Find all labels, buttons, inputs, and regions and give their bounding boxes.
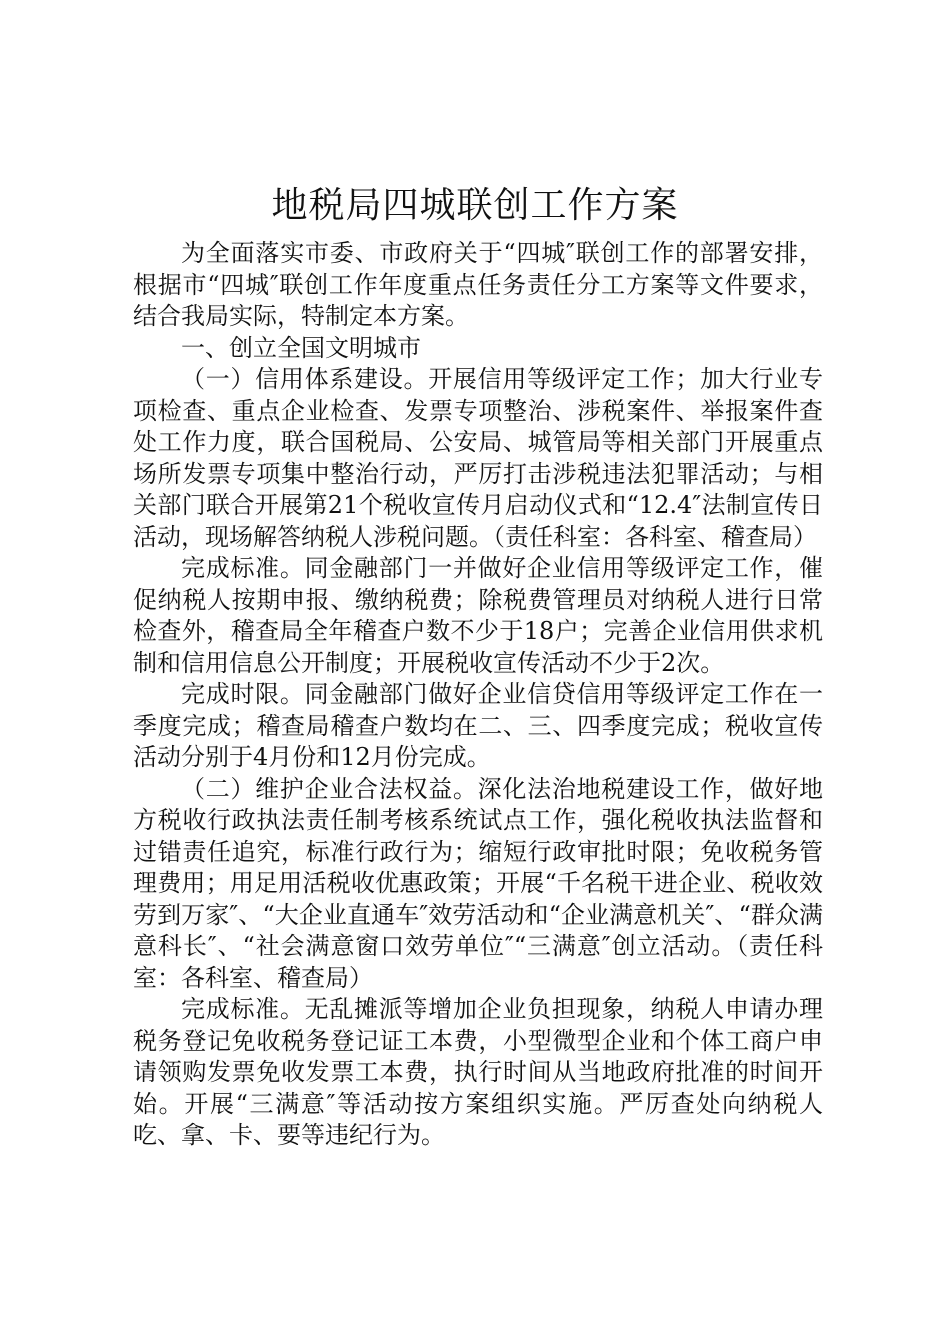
body-paragraph: 完成标准。同金融部门一并做好企业信用等级评定工作，催促纳税人按期申报、缴纳税费；除税费管理员对纳税人进行日常检查外，稽查局全年稽查户数不少于18户；完善企业信用供求机制和信用信息公开制度；开展税收宣传活动不少于2次。 (133, 554, 823, 677)
document-body (133, 238, 823, 1152)
body-paragraph: （一）信用体系建设。开展信用等级评定工作；加大行业专项检查、重点企业检查、发票专项整治、涉税案件、举报案件查处工作力度，联合国税局、公安局、城管局等相关部门开展重点场所发票专项集中整治行动，严厉打击涉税违法犯罪活动；与相关部门联合开展第21个税收宣传月启动仪式和“12.4″法制宣传日活动，现场解答纳税人涉税问题。（责任科室：各科室、稽查局） (133, 365, 823, 551)
document-title: 地税局四城联创工作方案 (271, 185, 679, 226)
body-paragraph: 完成时限。同金融部门做好企业信贷信用等级评定工作在一季度完成；稽查局稽查户数均在二、三、四季度完成；税收宣传活动分别于4月份和12月份完成。 (133, 680, 823, 771)
section-heading: 一、创立全国文明城市 (181, 333, 421, 362)
body-paragraph: 完成标准。无乱摊派等增加企业负担现象，纳税人申请办理税务登记免收税务登记证工本费，小型微型企业和个体工商户申请领购发票免收发票工本费，执行时间从当地政府批准的时间开始。开展“三满意″等活动按方案组织实施。严厉查处向纳税人吃、拿、卡、要等违纪行为。 (133, 995, 823, 1149)
intro-paragraph: 为全面落实市委、市政府关于“四城″联创工作的部署安排，根据市“四城″联创工作年度重点任务责任分工方案等文件要求，结合我局实际，特制定本方案。 (133, 239, 823, 330)
body-paragraph: （二）维护企业合法权益。深化法治地税建设工作，做好地方税收行政执法责任制考核系统试点工作，强化税收执法监督和过错责任追究，标准行政行为；缩短行政审批时限；免收税务管理费用；用足用活税收优惠政策；开展“千名税干进企业、税收效劳到万家″、“大企业直通车″效劳活动和“企业满意机关″、“群众满意科长″、“社会满意窗口效劳单位″“三满意″创立活动。（责任科室：各科室、稽查局） (133, 774, 823, 992)
